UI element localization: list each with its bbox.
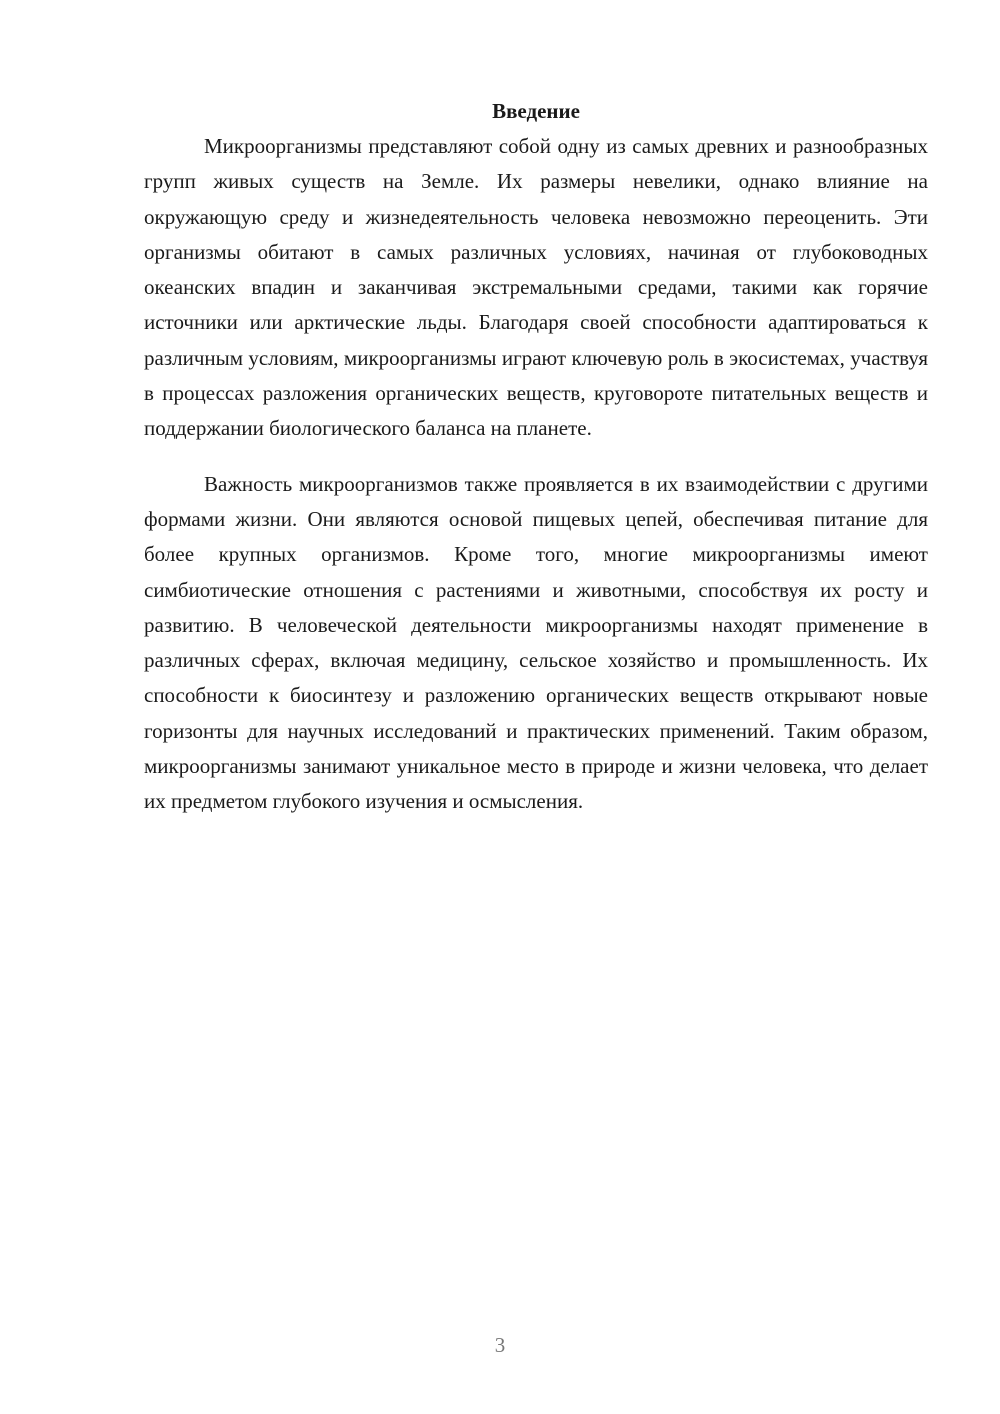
- paragraph-1: Микроорганизмы представляют собой одну из самых древних и разнообразных групп живых существ на Земле. Их размеры невелики, однако влияние на окружающую среду и жизнедеятельность человека невозможно переоценить. Эти организмы обитают в самых различных условиях, начиная от глубоководных океанских впадин и заканчивая экстремальными средами, такими как горячие источники или арктические льды. Благодаря своей способности адаптироваться к различным условиям, микроорганизмы играют ключевую роль в экосистемах, участвуя в процессах разложения органических веществ, круговороте питательных веществ и поддержании биологического баланса на планете.: [144, 134, 928, 441]
- paragraph-2: Важность микроорганизмов также проявляется в их взаимодействии с другими формами жизни. Они являются основой пищевых цепей, обеспечивая питание для более крупных организмов. Кроме того, многие микроорганизмы имеют симбиотические отношения с растениями и животными, способствуя их росту и развитию. В человеческой деятельности микроорганизмы находят применение в различных сферах, включая медицину, сельское хозяйство и промышленность. Их способности к биосинтезу и разложению органических веществ открывают новые горизонты для научных исследований и практических применений. Таким образом, микроорганизмы занимают уникальное место в природе и жизни человека, что делает их предметом глубокого изучения и осмысления.: [144, 471, 928, 814]
- section-heading: Введение: [492, 99, 580, 123]
- page-content: [144, 95, 928, 820]
- page-number: 3: [494, 1333, 506, 1357]
